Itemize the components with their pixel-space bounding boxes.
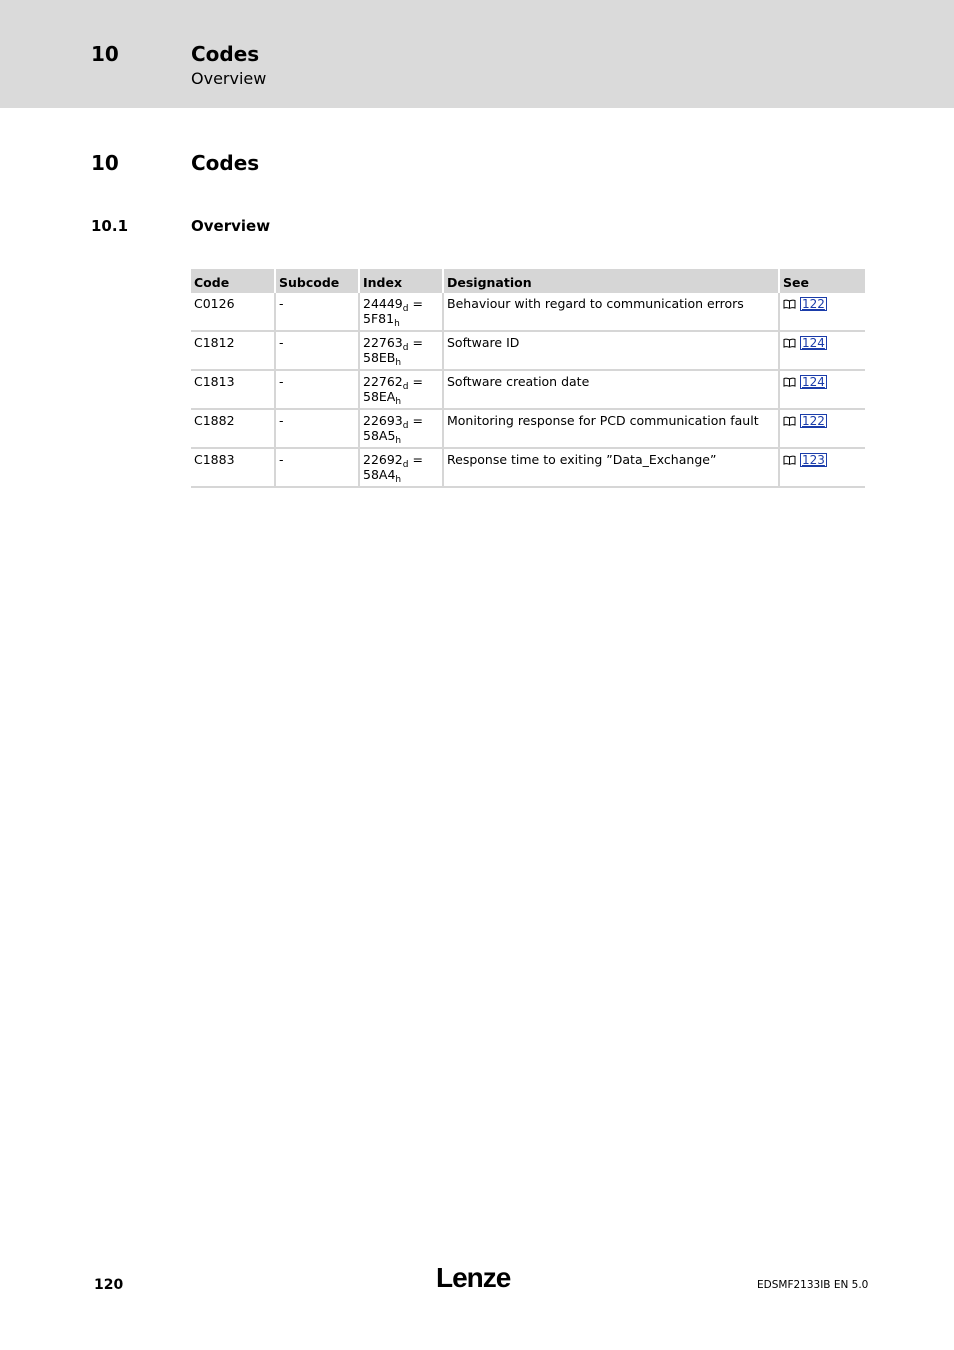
index-hex: 58EA [363,389,396,404]
cell-designation: Software creation date [443,370,779,409]
book-icon [783,453,796,468]
table-row [191,448,865,487]
header-section: Overview [191,69,267,88]
header-chapter-number: 10 [91,42,119,66]
table-row [191,293,865,331]
page-reference-link[interactable]: 123 [802,453,825,467]
cell-index [359,448,443,487]
cell-index [359,331,443,370]
index-decimal: 22692 [363,452,403,467]
decimal-subscript: d [402,304,409,314]
cell-index [359,293,443,331]
cell-designation: Response time to exiting ”Data_Exchange” [443,448,779,487]
lenze-logo: Lenze [436,1262,511,1293]
index-hex: 58A5 [363,428,396,443]
index-equals: = [408,296,423,311]
decimal-subscript: d [402,421,409,431]
header-chapter-title: Codes [191,42,260,66]
heading2-number: 10.1 [91,217,129,235]
column-header-code: Code [191,269,275,293]
table-row [191,370,865,409]
index-equals: = [408,335,423,350]
footer-page-number: 120 [94,1277,124,1293]
index-hex: 58EB [363,350,396,365]
column-header-see: See [779,269,865,293]
column-header-designation: Designation [443,269,779,293]
page-reference-link[interactable]: 122 [802,414,825,428]
index-equals: = [408,452,423,467]
index-decimal: 24449 [363,296,403,311]
cell-see [779,448,865,487]
decimal-subscript: d [402,343,409,353]
cell-see [779,409,865,448]
book-icon [783,414,796,429]
cell-subcode: - [275,448,359,487]
cell-code: C1812 [191,331,275,370]
index-equals: = [408,374,423,389]
cell-see [779,293,865,331]
cell-subcode: - [275,293,359,331]
hex-subscript: h [395,397,402,407]
index-equals: = [408,413,423,428]
column-header-index: Index [359,269,443,293]
cell-see [779,370,865,409]
cell-code: C1883 [191,448,275,487]
column-header-subcode: Subcode [275,269,359,293]
index-decimal: 22762 [363,374,403,389]
cell-code: C0126 [191,293,275,331]
book-icon [783,336,796,351]
header-band [0,0,954,108]
hex-subscript: h [395,436,402,446]
table-row [191,409,865,448]
cell-designation: Behaviour with regard to communication errors [443,293,779,331]
cell-code: C1882 [191,409,275,448]
cell-index [359,409,443,448]
index-decimal: 22693 [363,413,403,428]
hex-subscript: h [395,358,402,368]
cell-designation: Monitoring response for PCD communication fault [443,409,779,448]
page-reference-link[interactable]: 124 [802,375,825,389]
table-row [191,331,865,370]
footer-doc-id: EDSMF2133IB EN 5.0 [757,1279,869,1291]
book-icon [783,297,796,312]
hex-subscript: h [394,319,400,329]
cell-subcode: - [275,370,359,409]
cell-subcode: - [275,409,359,448]
decimal-subscript: d [402,382,409,392]
page-reference-link[interactable]: 124 [802,336,825,350]
cell-see [779,331,865,370]
book-icon [783,375,796,390]
table-header-row [191,269,865,293]
page-reference-link[interactable]: 122 [802,297,825,311]
cell-code: C1813 [191,370,275,409]
cell-designation: Software ID [443,331,779,370]
cell-index [359,370,443,409]
heading1-title: Codes [191,151,260,175]
heading1-number: 10 [91,151,119,175]
codes-table [191,269,865,488]
decimal-subscript: d [402,460,409,470]
index-decimal: 22763 [363,335,403,350]
cell-subcode: - [275,331,359,370]
index-hex: 58A4 [363,467,396,482]
hex-subscript: h [395,475,402,485]
heading2-title: Overview [191,217,271,235]
index-hex: 5F81 [363,311,395,326]
